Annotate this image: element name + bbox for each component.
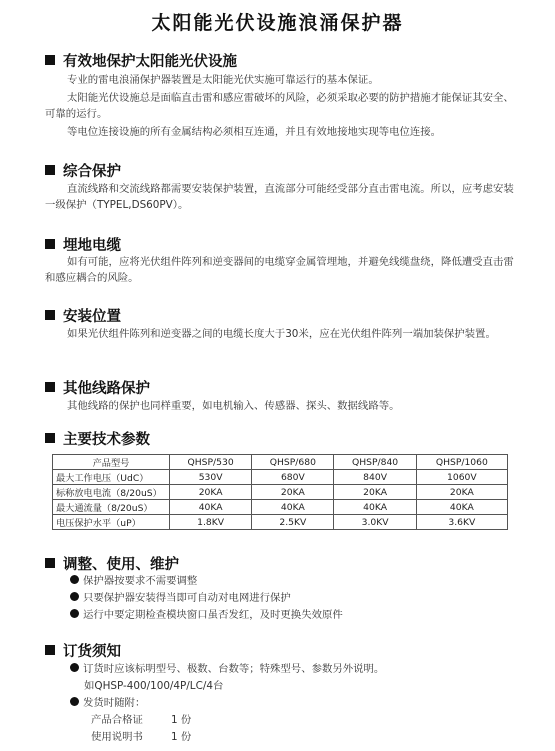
table-cell: 电压保护水平（uP） (53, 515, 170, 530)
table-cell: 3.6KV (416, 515, 507, 530)
paragraph: 太阳能光伏设施总是面临直击雷和感应雷破坏的风险，必须采取必要的防护措施才能保证其安全、可靠的运行。 (45, 92, 514, 120)
table-cell: 1060V (416, 470, 507, 485)
section-heading-specs: 主要技术参数 (45, 428, 150, 449)
paragraph: 专业的雷电浪涌保护器装置是太阳能光伏实施可靠运行的基本保证。 (67, 74, 379, 86)
square-bullet-icon (45, 433, 55, 443)
table-cell: 20KA (416, 485, 507, 500)
section-heading-buried-cable: 埋地电缆 (45, 234, 121, 255)
table-cell: 3.0KV (334, 515, 416, 530)
spec-table (52, 454, 508, 530)
attachment-qty: 1 份 (171, 731, 192, 743)
list-item: 发货时随附： (70, 694, 145, 709)
bullet-dot-icon (70, 697, 79, 706)
attachment-qty: 1 份 (171, 714, 192, 726)
paragraph: 其他线路的保护也同样重要，如电机输入、传感器、探头、数据线路等。 (67, 400, 400, 412)
table-header-cell: QHSP/840 (334, 455, 416, 470)
table-header-row (53, 455, 508, 470)
list-item: 只要保护器安装得当即可自动对电网进行保护 (70, 589, 291, 604)
section-heading-protection: 有效地保护太阳能光伏设施 (45, 50, 237, 71)
section-heading-install-location: 安装位置 (45, 305, 121, 326)
bullet-dot-icon (70, 575, 79, 584)
table-cell: 840V (334, 470, 416, 485)
table-cell: 40KA (170, 500, 252, 515)
order-example: 如QHSP-400/100/4P/LC/4台 (84, 680, 224, 692)
table-row (53, 485, 508, 500)
square-bullet-icon (45, 382, 55, 392)
table-cell: 最大通流量（8/20uS） (53, 500, 170, 515)
table-header-cell: QHSP/680 (252, 455, 334, 470)
square-bullet-icon (45, 645, 55, 655)
square-bullet-icon (45, 165, 55, 175)
list-item: 保护器按要求不需要调整 (70, 572, 197, 587)
section-heading-other-lines: 其他线路保护 (45, 377, 150, 398)
attachment-name: 产品合格证 (91, 714, 143, 726)
table-header-cell: 产品型号 (53, 455, 170, 470)
section-heading-maintenance: 调整、使用、维护 (45, 553, 179, 574)
page-title: 太阳能光伏设施浪涌保护器 (151, 12, 404, 34)
table-cell: 680V (252, 470, 334, 485)
table-row (53, 470, 508, 485)
table-cell: 标称放电电流（8/20uS） (53, 485, 170, 500)
list-item: 运行中要定期检查模块窗口虽否发红，及时更换失效原件 (70, 606, 343, 621)
paragraph: 如果光伏组件陈列和逆变器之间的电缆长度大于30米，应在光伏组件阵列一端加装保护装置。 (67, 328, 496, 340)
table-cell: 20KA (170, 485, 252, 500)
table-cell: 40KA (334, 500, 416, 515)
attachment-name: 使用说明书 (91, 731, 143, 743)
paragraph: 等电位连接设施的所有金属结构必须相互连通，并且有效地接地实现等电位连接。 (67, 126, 442, 138)
table-cell: 2.5KV (252, 515, 334, 530)
table-cell: 530V (170, 470, 252, 485)
table-cell: 1.8KV (170, 515, 252, 530)
table-row (53, 515, 508, 530)
section-heading-comprehensive: 综合保护 (45, 160, 121, 181)
table-cell: 40KA (252, 500, 334, 515)
table-header-cell: QHSP/530 (170, 455, 252, 470)
table-row (53, 500, 508, 515)
square-bullet-icon (45, 558, 55, 568)
table-cell: 20KA (334, 485, 416, 500)
table-header-cell: QHSP/1060 (416, 455, 507, 470)
table-cell: 最大工作电压（UdC） (53, 470, 170, 485)
table-cell: 20KA (252, 485, 334, 500)
square-bullet-icon (45, 310, 55, 320)
section-heading-ordering: 订货须知 (45, 640, 121, 661)
table-cell: 40KA (416, 500, 507, 515)
list-item: 订货时应该标明型号、极数、台数等；特殊型号、参数另外说明。 (70, 660, 384, 675)
square-bullet-icon (45, 55, 55, 65)
paragraph: 直流线路和交流线路都需要安装保护装置，直流部分可能经受部分直击雷电流。所以，应考虑安装一级保护（TYPEL,DS60PV）。 (45, 183, 514, 211)
paragraph: 如有可能，应将光伏组件阵列和逆变器间的电缆穿金属管埋地，并避免线缆盘绕，降低遭受直击雷和感应耦合的风险。 (45, 256, 514, 284)
bullet-dot-icon (70, 609, 79, 618)
bullet-dot-icon (70, 663, 79, 672)
bullet-dot-icon (70, 592, 79, 601)
square-bullet-icon (45, 239, 55, 249)
